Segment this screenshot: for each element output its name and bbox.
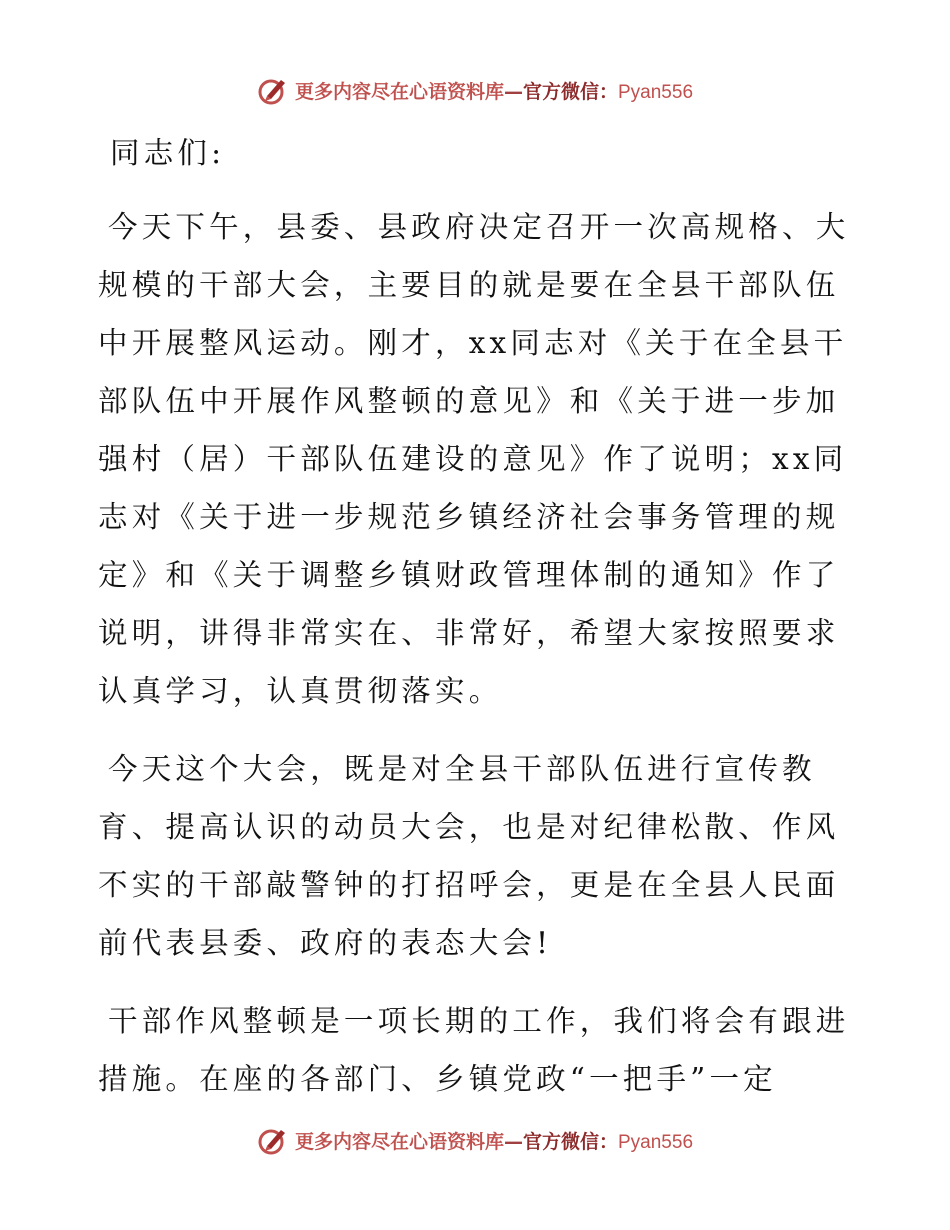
watermark-site: 更多内容尽在心语资料库	[294, 80, 504, 103]
watermark-text	[295, 77, 693, 104]
watermark-label: 官方微信：	[522, 1130, 618, 1153]
paragraph-3: 干部作风整顿是一项长期的工作，我们将会有跟进措施。在座的各部门、乡镇党政“一把手”一定	[98, 1004, 850, 1096]
watermark-account: Pyan556	[618, 1131, 694, 1153]
paragraph-2: 今天这个大会，既是对全县干部队伍进行宣传教育、提高认识的动员大会，也是对纪律松散、作风不实的干部敲警钟的打招呼会，更是在全县人民面前代表县委、政府的表态大会!	[98, 752, 840, 960]
watermark-text	[295, 1127, 693, 1154]
watermark-account: Pyan556	[618, 81, 694, 103]
pen-logo-icon	[257, 74, 289, 106]
paragraph-1: 今天下午，县委、县政府决定召开一次高规格、大规模的干部大会，主要目的就是要在全县干部队伍中开展整风运动。刚才，xx同志对《关于在全县干部队伍中开展作风整顿的意见》和《关于进一步加强村（居）干部队伍建设的意见》作了说明；xx同志对《关于进一步规范乡镇经济社会事务管理的规定》和《关于调整乡镇财政管理体制的通知》作了说明，讲得非常实在、非常好，希望大家按照要求认真学习，认真贯彻落实。	[98, 210, 850, 708]
watermark-footer	[0, 1120, 950, 1160]
watermark-site: 更多内容尽在心语资料库	[294, 1130, 504, 1153]
greeting: 同志们:	[110, 136, 226, 170]
document-body	[98, 124, 858, 1108]
watermark-dash: —	[503, 1130, 523, 1153]
watermark-label: 官方微信：	[522, 80, 618, 103]
watermark-header	[0, 70, 950, 110]
pen-logo-icon	[257, 1124, 289, 1156]
watermark-dash: —	[503, 80, 523, 103]
